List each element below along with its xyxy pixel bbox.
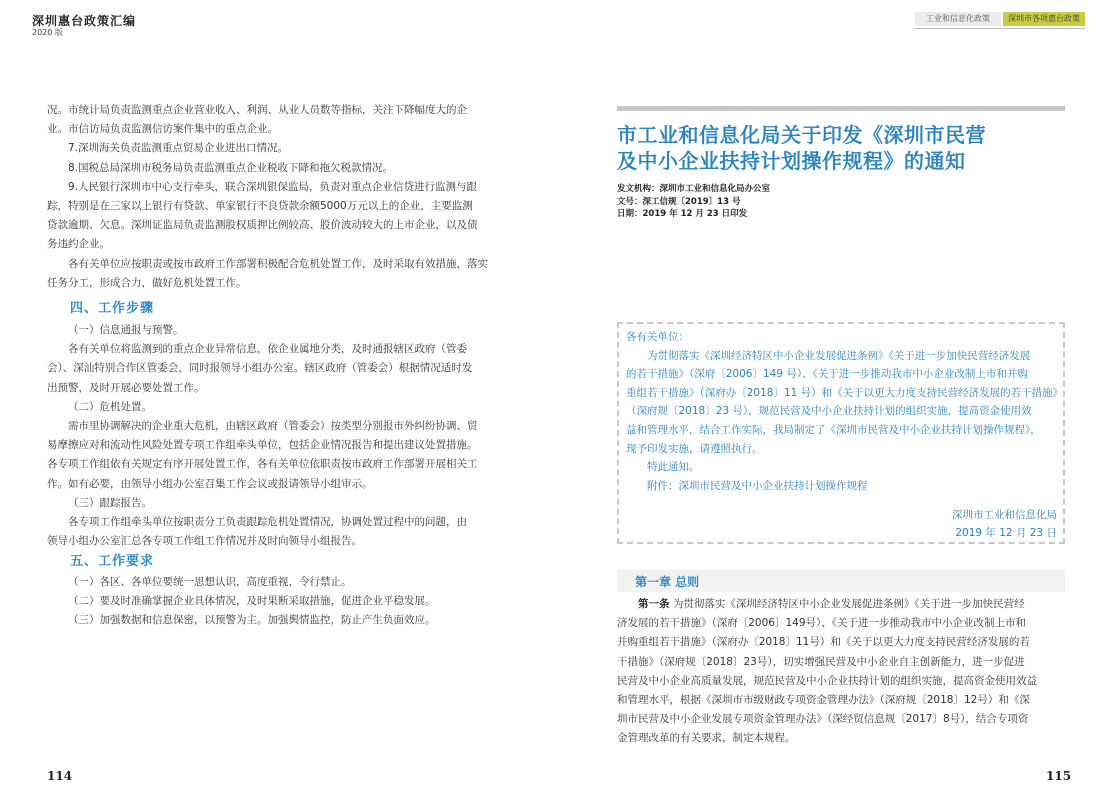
- text-line: 和管理水平，根据《深圳市市级财政专项资金管理办法》（深府规〔2018〕12号）和《深: [617, 694, 1030, 707]
- item-9: 9.人民银行深圳市中心支行牵头，联合深圳银保监局，负责对重点企业信贷进行监测与跟: [68, 180, 478, 193]
- text-line: 业。市信访局负责监测信访案件集中的重点企业。: [47, 123, 278, 136]
- text-line: 各有关单位将监测到的重点企业异常信息，依企业属地分类，及时通报辖区政府（管委: [68, 343, 467, 356]
- page-number-right: 115: [1046, 769, 1072, 783]
- text-line: 各专项工作组依有关规定有序开展处置工作，各有关单位依职责按市政府工作部署开展相关工: [47, 458, 478, 471]
- signature-date: 2019 年 12 月 23 日: [955, 527, 1057, 539]
- attachment-link[interactable]: 附件：深圳市民营及中小企业扶持计划操作规程: [647, 479, 868, 492]
- text-line: （一）各区、各单位要统一思想认识，高度重视，令行禁止。: [68, 576, 352, 588]
- section-4-heading: 四、工作步骤: [70, 301, 155, 316]
- text-line: 易摩擦应对和流动性风险处置专项工作组牵头单位，包括企业情况报告和提出建议处置措施。: [47, 439, 478, 452]
- header-tabs: [915, 12, 1085, 26]
- text-line: 作。如有必要，由领导小组办公室召集工作会议或报请领导小组审示。: [47, 477, 373, 490]
- doc-number: 文号：深工信规〔2019〕13 号: [617, 196, 741, 207]
- item-8: 8.国税总局深圳市税务局负责监测重点企业税收下降和拖欠税款情况。: [68, 161, 394, 174]
- left-page-block-1: [47, 101, 503, 293]
- tab-industry-policy[interactable]: 工业和信息化政策: [915, 12, 1001, 26]
- text-line: （二）危机处置。: [68, 400, 152, 413]
- text-line: （二）要及时准确掌握企业具体情况，及时果断采取措施，促进企业平稳发展。: [68, 595, 436, 608]
- text-line: 并购重组若干措施》（深府办〔2018〕11号）和《关于以更大力度支持民营经济发展的若: [617, 636, 1030, 649]
- header-divider: [915, 28, 1085, 29]
- section-5-heading: 五、工作要求: [70, 554, 155, 569]
- notice-closing: 特此通知。: [647, 461, 700, 474]
- left-page-block-2: [47, 321, 503, 551]
- page-number-left: 114: [47, 769, 73, 783]
- text-line: 圳市民营及中小企业发展专项资金管理办法》（深经贸信息规〔2017〕8号），结合专项资: [617, 713, 1029, 726]
- item-7: 7.深圳海关负责监测重点贸易企业进出口情况。: [68, 142, 289, 155]
- text-line: 领导小组办公室汇总各专项工作组工作情况并及时向领导小组报告。: [47, 535, 362, 548]
- signature-org: 深圳市工业和信息化局: [952, 509, 1057, 521]
- text-line: 的若干措施》（深府〔2006〕149 号）、《关于进一步推动我市中小企业改制上市和并购: [626, 368, 1028, 381]
- page-title: [617, 122, 1067, 174]
- document-meta: [617, 183, 770, 221]
- text-line: 现予印发实施，请遵照执行。: [626, 442, 763, 455]
- text-line: 务违约企业。: [47, 238, 110, 251]
- text-line: 会）、深汕特别合作区管委会，同时报领导小组办公室。辖区政府（管委会）根据情况适时发: [47, 362, 473, 375]
- text-line: 为贯彻落实《深圳经济特区中小企业发展促进条例》《关于进一步加快民营经济发展: [647, 349, 1031, 362]
- text-line: 任务分工，形成合力，做好危机处置工作。: [47, 276, 247, 289]
- text-line: （深府规〔2018〕23 号），规范民营及中小企业扶持计划的组织实施，提高资金使用效: [626, 405, 1032, 418]
- text-line: （一）信息通报与预警。: [68, 324, 184, 336]
- text-line: （三）加强数据和信息保密，以预警为主。加强舆情监控，防止产生负面效应。: [68, 614, 436, 627]
- issue-date: 日期：2019 年 12 月 23 日印发: [617, 209, 748, 219]
- text-line: 益和管理水平，结合工作实际，我局制定了《深圳市民营及中小企业扶持计划操作规程》，: [626, 423, 1041, 436]
- issuer: 发文机构：深圳市工业和信息化局办公室: [617, 184, 771, 194]
- text-line: 济发展的若干措施》（深府〔2006〕149号）、《关于进一步推动我市中小企业改制上市和: [617, 617, 1027, 630]
- text-line: 重组若干措施》（深府办〔2018〕11 号）和《关于以更大力度支持民营经济发展的若干措施》: [626, 386, 1064, 399]
- text-line: 出预警，及时开展必要处置工作。: [47, 381, 205, 394]
- book-title: 深圳惠台政策汇编: [32, 14, 137, 28]
- article-1: [617, 595, 1065, 749]
- chapter-title: 第一章 总则: [635, 575, 700, 589]
- tab-shenzhen-policies[interactable]: 深圳市各项惠台政策: [1003, 12, 1085, 26]
- title-line: 市工业和信息化局关于印发《深圳市民营: [617, 123, 986, 147]
- text-line: 贷款逾期、欠息。深圳证监局负责监测股权质押比例较高、股价波动较大的上市企业，以及债: [47, 219, 478, 232]
- text-line: 各专项工作组牵头单位按职责分工负责跟踪危机处置情况，协调处置过程中的问题，由: [68, 516, 467, 529]
- text-line: 各有关单位应按职责或按市政府工作部署积极配合危机处置工作，及时采取有效措施，落实: [68, 257, 488, 270]
- text-line: 民营及中小企业高质量发展，规范民营及中小企业扶持计划的组织实施，提高资金使用效益: [617, 674, 1037, 687]
- text-line: 况。市统计局负责监测重点企业营业收入、利润、从业人员数等指标，关注下降幅度大的企: [47, 104, 467, 116]
- article-label: 第一条: [638, 598, 670, 610]
- text-line: 金管理改革的有关要求，制定本规程。: [617, 732, 796, 745]
- text-line: （三）跟踪报告。: [68, 496, 152, 509]
- text-line: 踪，特别是在三家以上银行有贷款、单家银行不良贷款余额5000万元以上的企业，主要监测: [47, 200, 473, 213]
- title-top-bar: [617, 106, 1065, 111]
- left-page-block-3: [47, 573, 503, 631]
- text-span: 为贯彻落实《深圳经济特区中小企业发展促进条例》《关于进一步加快民营经: [669, 598, 1025, 610]
- salutation: 各有关单位：: [626, 331, 689, 343]
- chapter-heading-bar: [617, 570, 1065, 592]
- text-line: 需市里协调解决的企业重大危机，由辖区政府（管委会）按类型分别报市外纠纷协调、贸: [68, 420, 478, 433]
- text-line: [617, 595, 1065, 614]
- book-year: 2020 版: [32, 28, 63, 37]
- text-line: 干措施》（深府规〔2018〕23号），切实增强民营及中小企业自主创新能力，进一步促进: [617, 655, 1025, 668]
- title-line: 及中小企业扶持计划操作规程》的通知: [617, 149, 966, 173]
- notice-box-text: [626, 328, 1062, 495]
